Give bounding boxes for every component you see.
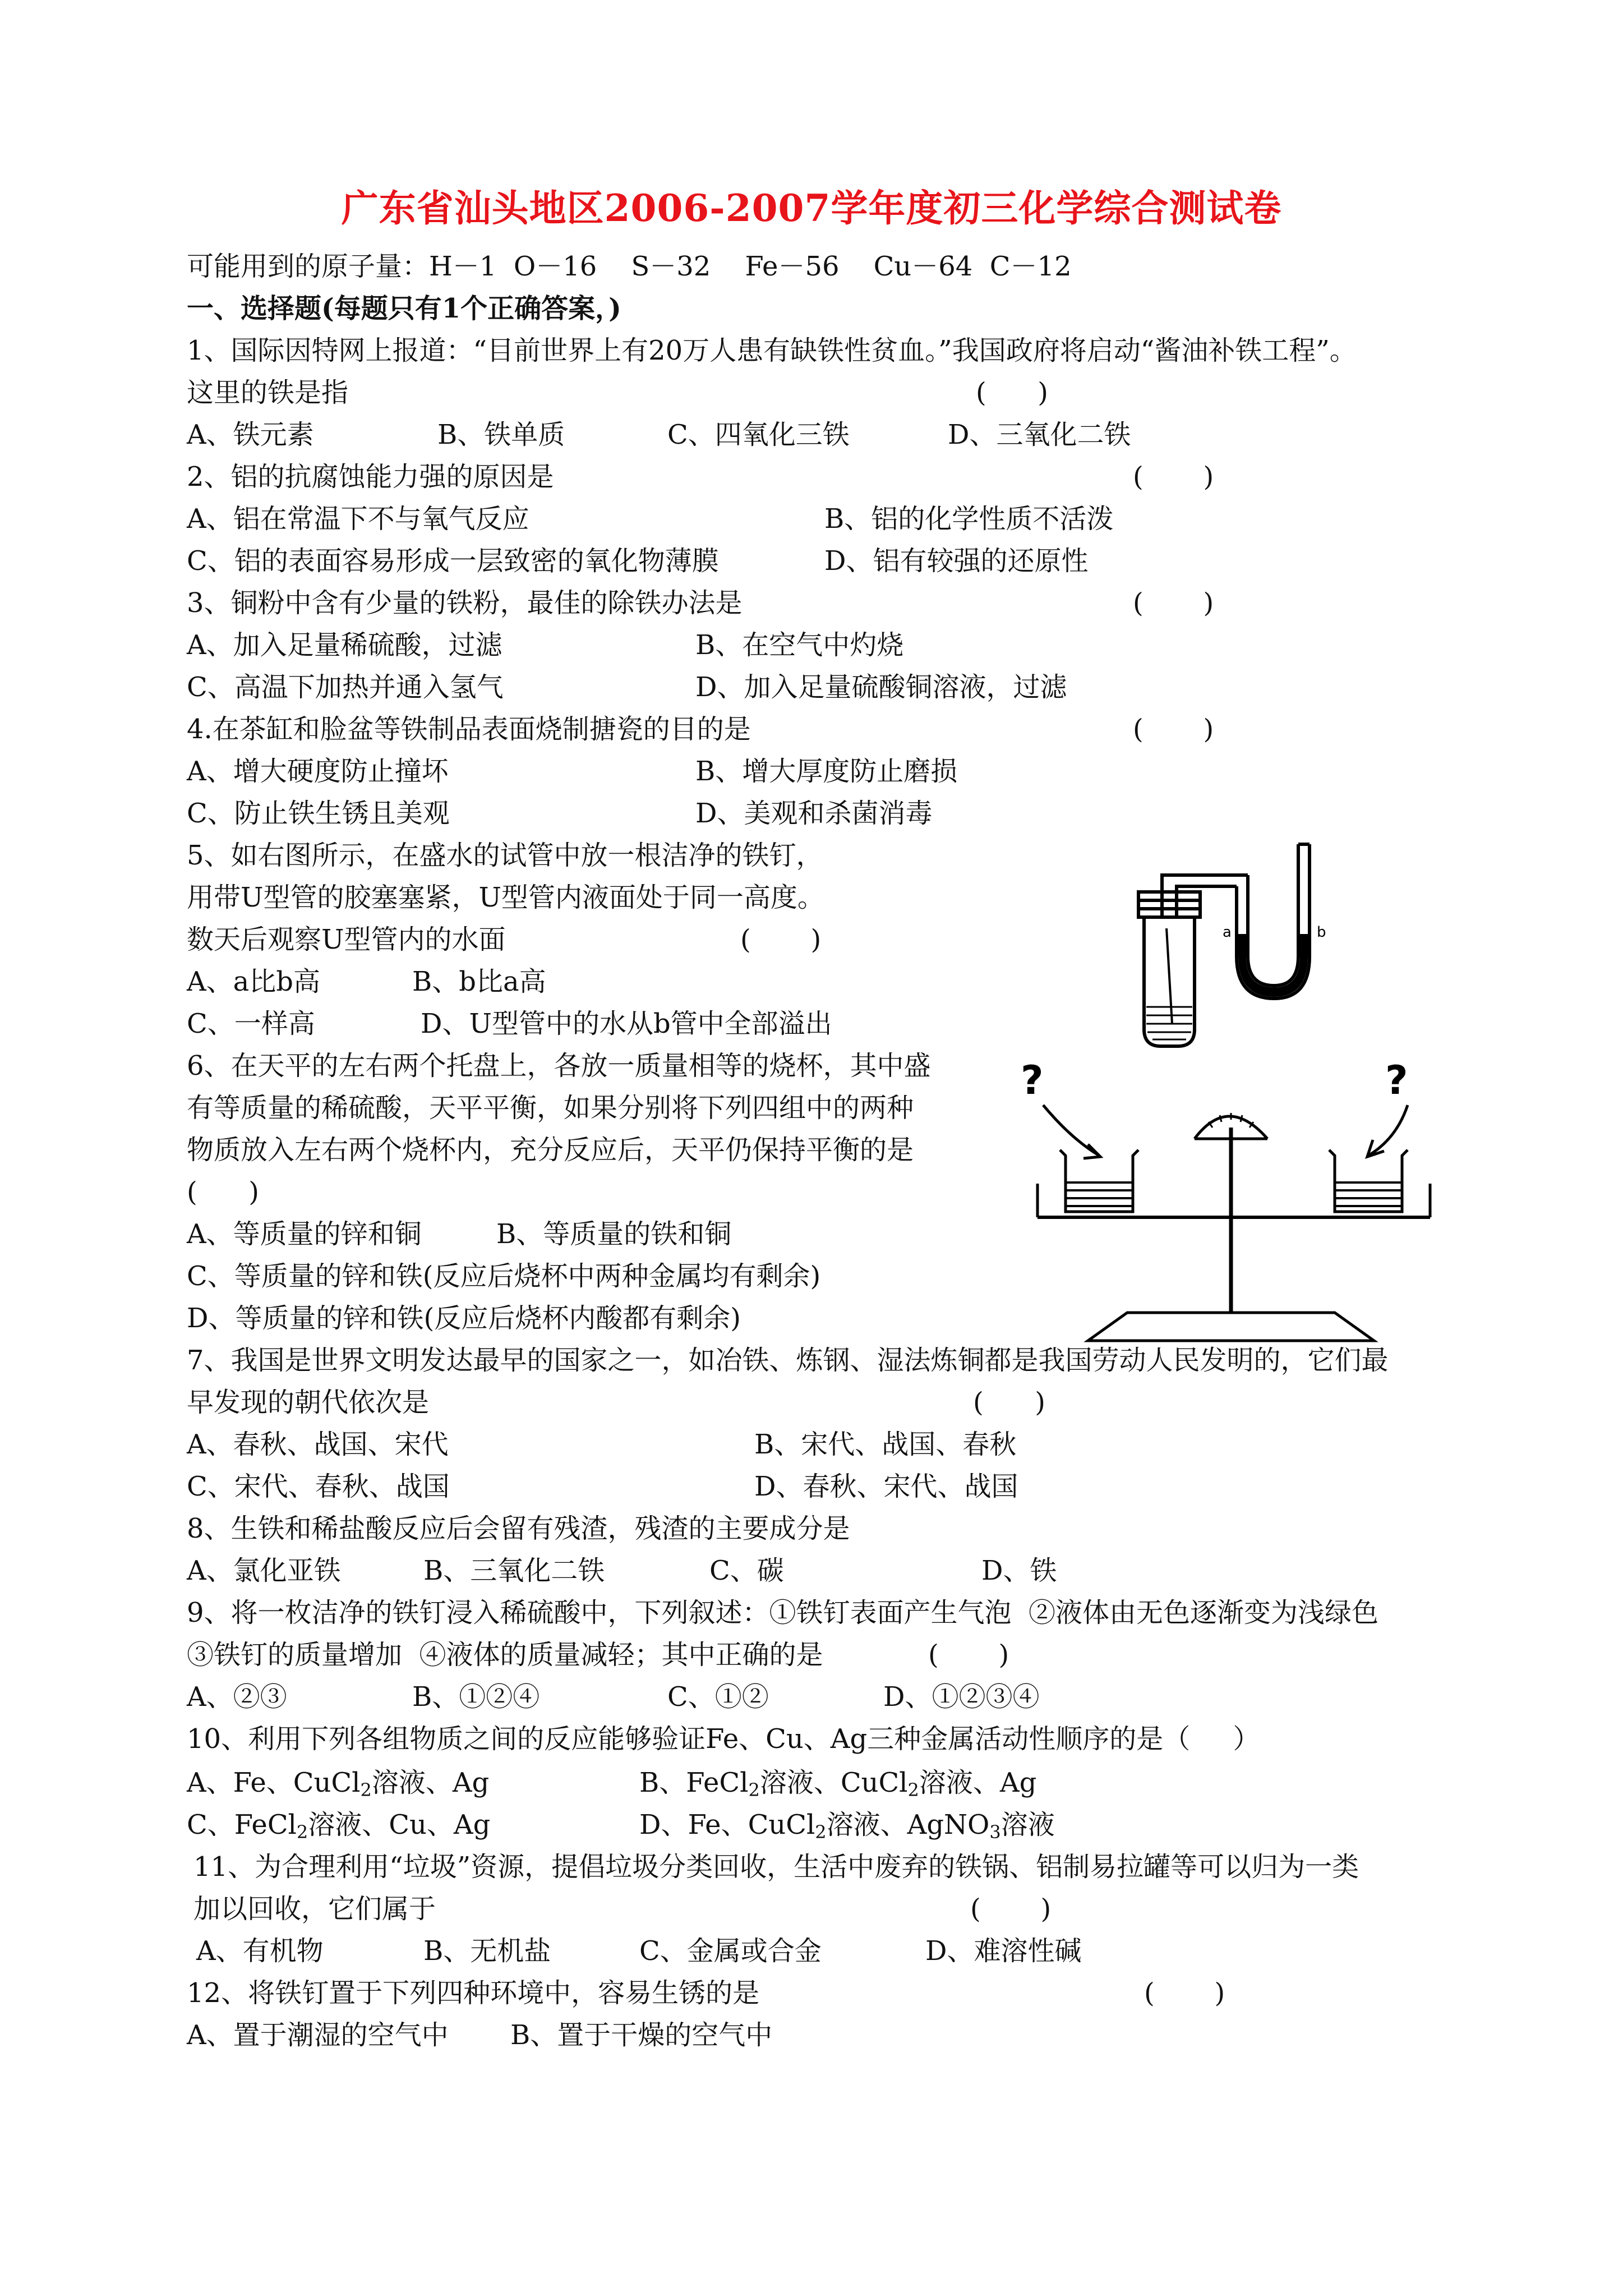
q10-c-text2: 溶液、Cu、Ag: [308, 1809, 491, 1841]
q8-option-b: B、三氧化二铁: [423, 1555, 605, 1586]
q10-stem: 10、利用下列各组物质之间的反应能够验证Fe、Cu、Ag三种金属活动性顺序的是（ ）: [187, 1723, 1260, 1755]
label-b: b: [1317, 924, 1326, 941]
q1-option-a: A、铁元素: [187, 419, 314, 450]
q2-option-d: D、铝有较强的还原性: [824, 545, 1089, 577]
q5-answer-blank: ( ): [740, 924, 822, 955]
q4-option-b: B、增大厚度防止磨损: [695, 756, 958, 787]
q3-stem: 3、铜粉中含有少量的铁粉，最佳的除铁办法是: [187, 587, 743, 619]
balance-base: [1088, 1313, 1374, 1341]
q7-stem-line1: 7、我国是世界文明发达最早的国家之一，如冶铁、炼钢、湿法炼铜都是我国劳动人民发明的，它们最: [187, 1345, 1389, 1376]
q5-option-c: C、一样高: [187, 1008, 315, 1039]
arrow-right-icon: [1368, 1105, 1408, 1156]
test-tube-u-tube-figure: [1127, 839, 1396, 1057]
q4-option-c: C、防止铁生锈且美观: [187, 798, 450, 829]
q1-answer-blank: ( ): [976, 377, 1048, 408]
q10-a-text2: 溶液、Ag: [371, 1767, 490, 1798]
q10-a-sub: 2: [360, 1779, 372, 1801]
q6-option-b: B、等质量的铁和铜: [496, 1218, 732, 1250]
exam-title: 广东省汕头地区2006-2007学年度初三化学综合测试卷: [341, 186, 1282, 230]
q3-option-c: C、高温下加热并通入氢气: [187, 671, 504, 703]
q9-option-d: D、①②③④: [883, 1681, 1040, 1713]
q8-option-d: D、铁: [981, 1555, 1057, 1586]
q11-option-c: C、金属或合金: [639, 1935, 822, 1967]
q10-b-text1: B、FeCl: [639, 1767, 749, 1798]
question-mark-left: ?: [1021, 1057, 1044, 1103]
q3-option-b: B、在空气中灼烧: [695, 629, 904, 661]
q10-b-text3: 溶液、Ag: [919, 1767, 1037, 1798]
q3-option-a: A、加入足量稀硫酸，过滤: [187, 629, 502, 661]
q9-option-c: C、①②: [667, 1681, 769, 1713]
q10-c-sub: 2: [296, 1821, 308, 1843]
q10-option-c: [187, 1808, 490, 1842]
q10-a-text1: A、Fe、CuCl: [187, 1767, 361, 1798]
q11-option-b: B、无机盐: [423, 1935, 551, 1967]
atomic-mass-line: 可能用到的原子量：H－1 O－16 S－32 Fe－56 Cu－64 C－12: [187, 251, 1072, 282]
q9-stem-line1: 9、将一枚洁净的铁钉浸入稀硫酸中，下列叙述：①铁钉表面产生气泡 ②液体由无色逐渐变为浅绿色: [187, 1597, 1379, 1628]
q5-stem-line3: 数天后观察U型管内的水面: [187, 924, 506, 955]
q5-stem-line2: 用带U型管的胶塞塞紧，U型管内液面处于同一高度。: [187, 882, 824, 913]
q2-option-c: C、铝的表面容易形成一层致密的氧化物薄膜: [187, 545, 719, 577]
q5-stem-line1: 5、如右图所示，在盛水的试管中放一根洁净的铁钉，: [187, 840, 823, 871]
q8-stem: 8、生铁和稀盐酸反应后会留有残渣，残渣的主要成分是: [187, 1513, 850, 1544]
q6-option-c: C、等质量的锌和铁(反应后烧杯中两种金属均有剩余): [187, 1260, 821, 1292]
beaker-left-icon: [1060, 1150, 1138, 1212]
q5-option-a: A、a比b高: [187, 966, 321, 997]
section-heading: 一、选择题(每题只有1个正确答案，): [187, 293, 621, 324]
q11-stem-line1: 11、为合理利用“垃圾”资源，提倡垃圾分类回收，生活中废弃的铁锅、铝制易拉罐等可以归为一类: [193, 1851, 1359, 1883]
q9-option-a: A、②③: [187, 1681, 287, 1713]
q10-d-text1: D、Fe、CuCl: [639, 1809, 815, 1841]
q9-answer-blank: ( ): [928, 1639, 1009, 1671]
q10-c-text1: C、FeCl: [187, 1809, 297, 1841]
q11-stem-line2: 加以回收，它们属于: [193, 1893, 436, 1925]
q12-option-b: B、置于干燥的空气中: [510, 2019, 773, 2051]
q1-stem-line2: 这里的铁是指: [187, 377, 349, 408]
q6-stem-line1: 6、在天平的左右两个托盘上，各放一质量相等的烧杯，其中盛: [187, 1050, 931, 1082]
q1-option-d: D、三氧化二铁: [948, 419, 1131, 450]
q7-option-d: D、春秋、宋代、战国: [754, 1471, 1018, 1502]
question-mark-right: ?: [1385, 1057, 1408, 1103]
q5-option-d: D、U型管中的水从b管中全部溢出: [421, 1008, 832, 1039]
q10-d-text2: 溶液、AgNO: [826, 1809, 990, 1841]
q4-answer-blank: ( ): [1133, 714, 1214, 745]
q8-option-a: A、氯化亚铁: [187, 1555, 341, 1586]
q6-stem-line2: 有等质量的稀硫酸，天平平衡，如果分别将下列四组中的两种: [187, 1092, 914, 1124]
u-tube-icon: [1248, 844, 1298, 986]
q2-answer-blank: ( ): [1133, 461, 1214, 493]
q8-option-c: C、碳: [709, 1555, 784, 1586]
q10-option-b: [639, 1766, 1036, 1800]
q7-option-c: C、宋代、春秋、战国: [187, 1471, 450, 1502]
q10-b-sub2: 2: [907, 1779, 919, 1801]
q11-option-d: D、难溶性碱: [925, 1935, 1082, 1967]
q1-stem-line1: 1、国际因特网上报道：“目前世界上有20万人患有缺铁性贫血。”我国政府将启动“酱油补铁工程”。: [187, 335, 1357, 366]
q5-option-b: B、b比a高: [412, 966, 546, 997]
q6-answer-blank: ( ): [187, 1176, 259, 1208]
q11-option-a: A、有机物: [196, 1935, 324, 1967]
q6-option-a: A、等质量的锌和铜: [187, 1218, 422, 1250]
q10-b-text2: 溶液、CuCl: [759, 1767, 908, 1798]
q3-option-d: D、加入足量硫酸铜溶液，过滤: [695, 671, 1067, 703]
q6-stem-line3: 物质放入左右两个烧杯内，充分反应后，天平仍保持平衡的是: [187, 1134, 914, 1166]
q4-option-a: A、增大硬度防止撞坏: [187, 756, 449, 787]
q3-answer-blank: ( ): [1133, 587, 1214, 619]
q6-option-d: D、等质量的锌和铁(反应后烧杯内酸都有剩余): [187, 1303, 741, 1334]
q10-option-d: [639, 1808, 1055, 1842]
q2-option-a: A、铝在常温下不与氧气反应: [187, 503, 529, 535]
iron-nail-icon: [1166, 928, 1172, 1024]
balance-beakers-figure: [1004, 1055, 1464, 1369]
q7-stem-line2: 早发现的朝代依次是: [187, 1387, 430, 1418]
q12-answer-blank: ( ): [1144, 1977, 1225, 2009]
q2-option-b: B、铝的化学性质不活泼: [824, 503, 1114, 535]
q4-stem: 4.在茶缸和脸盆等铁制品表面烧制搪瓷的目的是: [187, 714, 751, 745]
q10-d-text3: 溶液: [1000, 1809, 1055, 1841]
q7-option-b: B、宋代、战国、春秋: [754, 1429, 1017, 1460]
q1-option-c: C、四氧化三铁: [667, 419, 850, 450]
beaker-right-icon: [1329, 1150, 1408, 1212]
q10-d-sub2: 3: [989, 1821, 1001, 1843]
q7-answer-blank: ( ): [973, 1387, 1045, 1418]
q7-option-a: A、春秋、战国、宋代: [187, 1429, 449, 1460]
q1-option-b: B、铁单质: [437, 419, 565, 450]
label-a: a: [1223, 924, 1232, 941]
q2-stem: 2、铝的抗腐蚀能力强的原因是: [187, 461, 554, 493]
q10-b-sub1: 2: [748, 1779, 760, 1801]
q9-stem-line2: ③铁钉的质量增加 ④液体的质量减轻；其中正确的是: [187, 1639, 823, 1671]
q9-option-b: B、①②④: [412, 1681, 540, 1713]
q11-answer-blank: ( ): [970, 1893, 1052, 1925]
q12-stem: 12、将铁钉置于下列四种环境中，容易生锈的是: [187, 1977, 760, 2009]
q12-option-a: A、置于潮湿的空气中: [187, 2019, 449, 2051]
q10-d-sub1: 2: [815, 1821, 827, 1843]
q4-option-d: D、美观和杀菌消毒: [695, 798, 933, 829]
q10-option-a: [187, 1766, 489, 1800]
